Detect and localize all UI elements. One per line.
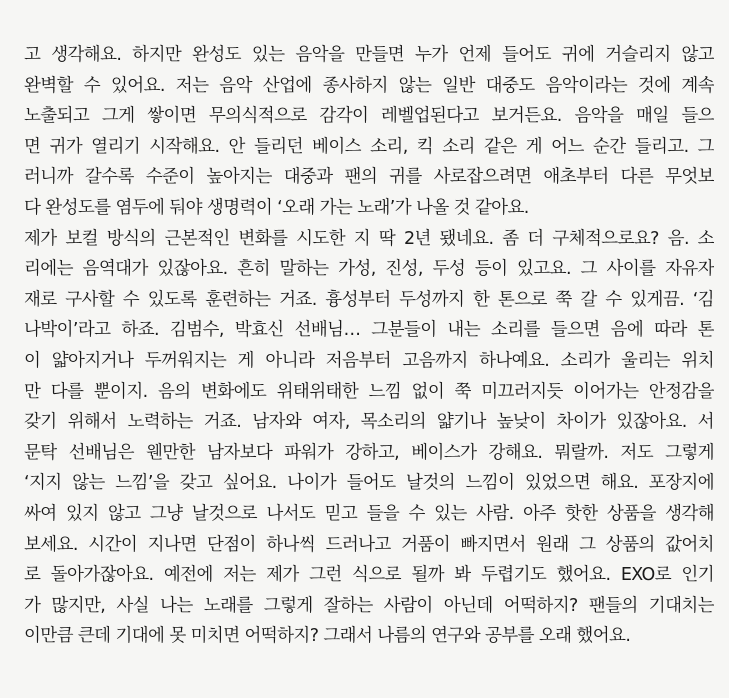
- article-line: 가 많지만, 사실 나는 노래를 그렇게 잘하는 사람이 아닌데 어떡하지? 팬들의 기대치는: [24, 595, 714, 616]
- article-body: [24, 40, 714, 652]
- article-line: 면 귀가 열리기 시작해요. 안 들리던 베이스 소리, 킥 소리 같은 게 어느 순간 들리고. 그: [24, 136, 714, 157]
- article-line: 이만큼 큰데 기대에 못 미치면 어떡하지? 그래서 나름의 연구와 공부를 오래 했어요.: [24, 626, 631, 647]
- article-line: 이 얇아지거나 두꺼워지는 게 아니라 저음부터 고음까지 하나예요. 소리가 울리는 위치: [24, 350, 714, 371]
- article-line: 만 다를 뿐이지. 음의 변화에도 위태위태한 느낌 없이 쭉 미끄러지듯 이어가는 안정감을: [24, 381, 714, 402]
- article-line: 제가 보컬 방식의 근본적인 변화를 시도한 지 딱 2년 됐네요. 좀 더 구체적으로요? 음. 소: [24, 228, 714, 249]
- article-line: 완벽할 수 있어요. 저는 음악 산업에 종사하지 않는 일반 대중도 음악이라는 것에 계속: [24, 75, 714, 96]
- article-line: 다 완성도를 염두에 둬야 생명력이 ‘오래 가는 노래’가 나올 것 같아요.: [24, 197, 529, 218]
- article-line: 나박이’라고 하죠. 김범수, 박효신 선배님… 그분들이 내는 소리를 들으면 음에 따라 톤: [24, 320, 714, 341]
- article-line: 러니까 갈수록 수준이 높아지는 대중과 팬의 귀를 사로잡으려면 애초부터 다른 무엇보: [24, 167, 714, 188]
- article-line: 문탁 선배님은 웬만한 남자보다 파워가 강하고, 베이스가 강해요. 뭐랄까. 저도 그렇게: [24, 442, 714, 463]
- article-line: 재로 구사할 수 있도록 훈련하는 거죠. 흉성부터 두성까지 한 톤으로 쭉 갈 수 있게끔. ‘김: [24, 289, 714, 310]
- article-line: 로 돌아가잖아요. 예전에 저는 제가 그런 식으로 될까 봐 두렵기도 했어요. EXO로 인기: [24, 565, 714, 586]
- article-line: ‘지지 않는 느낌’을 갖고 싶어요. 나이가 들어도 날것의 느낌이 있었으면 해요. 포장지에: [24, 473, 714, 494]
- article-line: 싸여 있지 않고 그냥 날것으로 나서도 믿고 들을 수 있는 사람. 아주 핫한 상품을 생각해: [24, 503, 714, 524]
- article-line: 리에는 음역대가 있잖아요. 흔히 말하는 가성, 진성, 두성 등이 있고요. 그 사이를 자유자: [24, 259, 714, 280]
- article-line: 갖기 위해서 노력하는 거죠. 남자와 여자, 목소리의 얇기나 높낮이 차이가 있잖아요. 서: [24, 412, 714, 433]
- article-line: 고 생각해요. 하지만 완성도 있는 음악을 만들면 누가 언제 들어도 귀에 거슬리지 않고: [24, 45, 714, 65]
- article-line: 보세요. 시간이 지나면 단점이 하나씩 드러나고 거품이 빠지면서 원래 그 상품의 값어치: [24, 534, 714, 555]
- article-line: 노출되고 그게 쌓이면 무의식적으로 감각이 레벨업된다고 보거든요. 음악을 매일 들으: [24, 106, 714, 127]
